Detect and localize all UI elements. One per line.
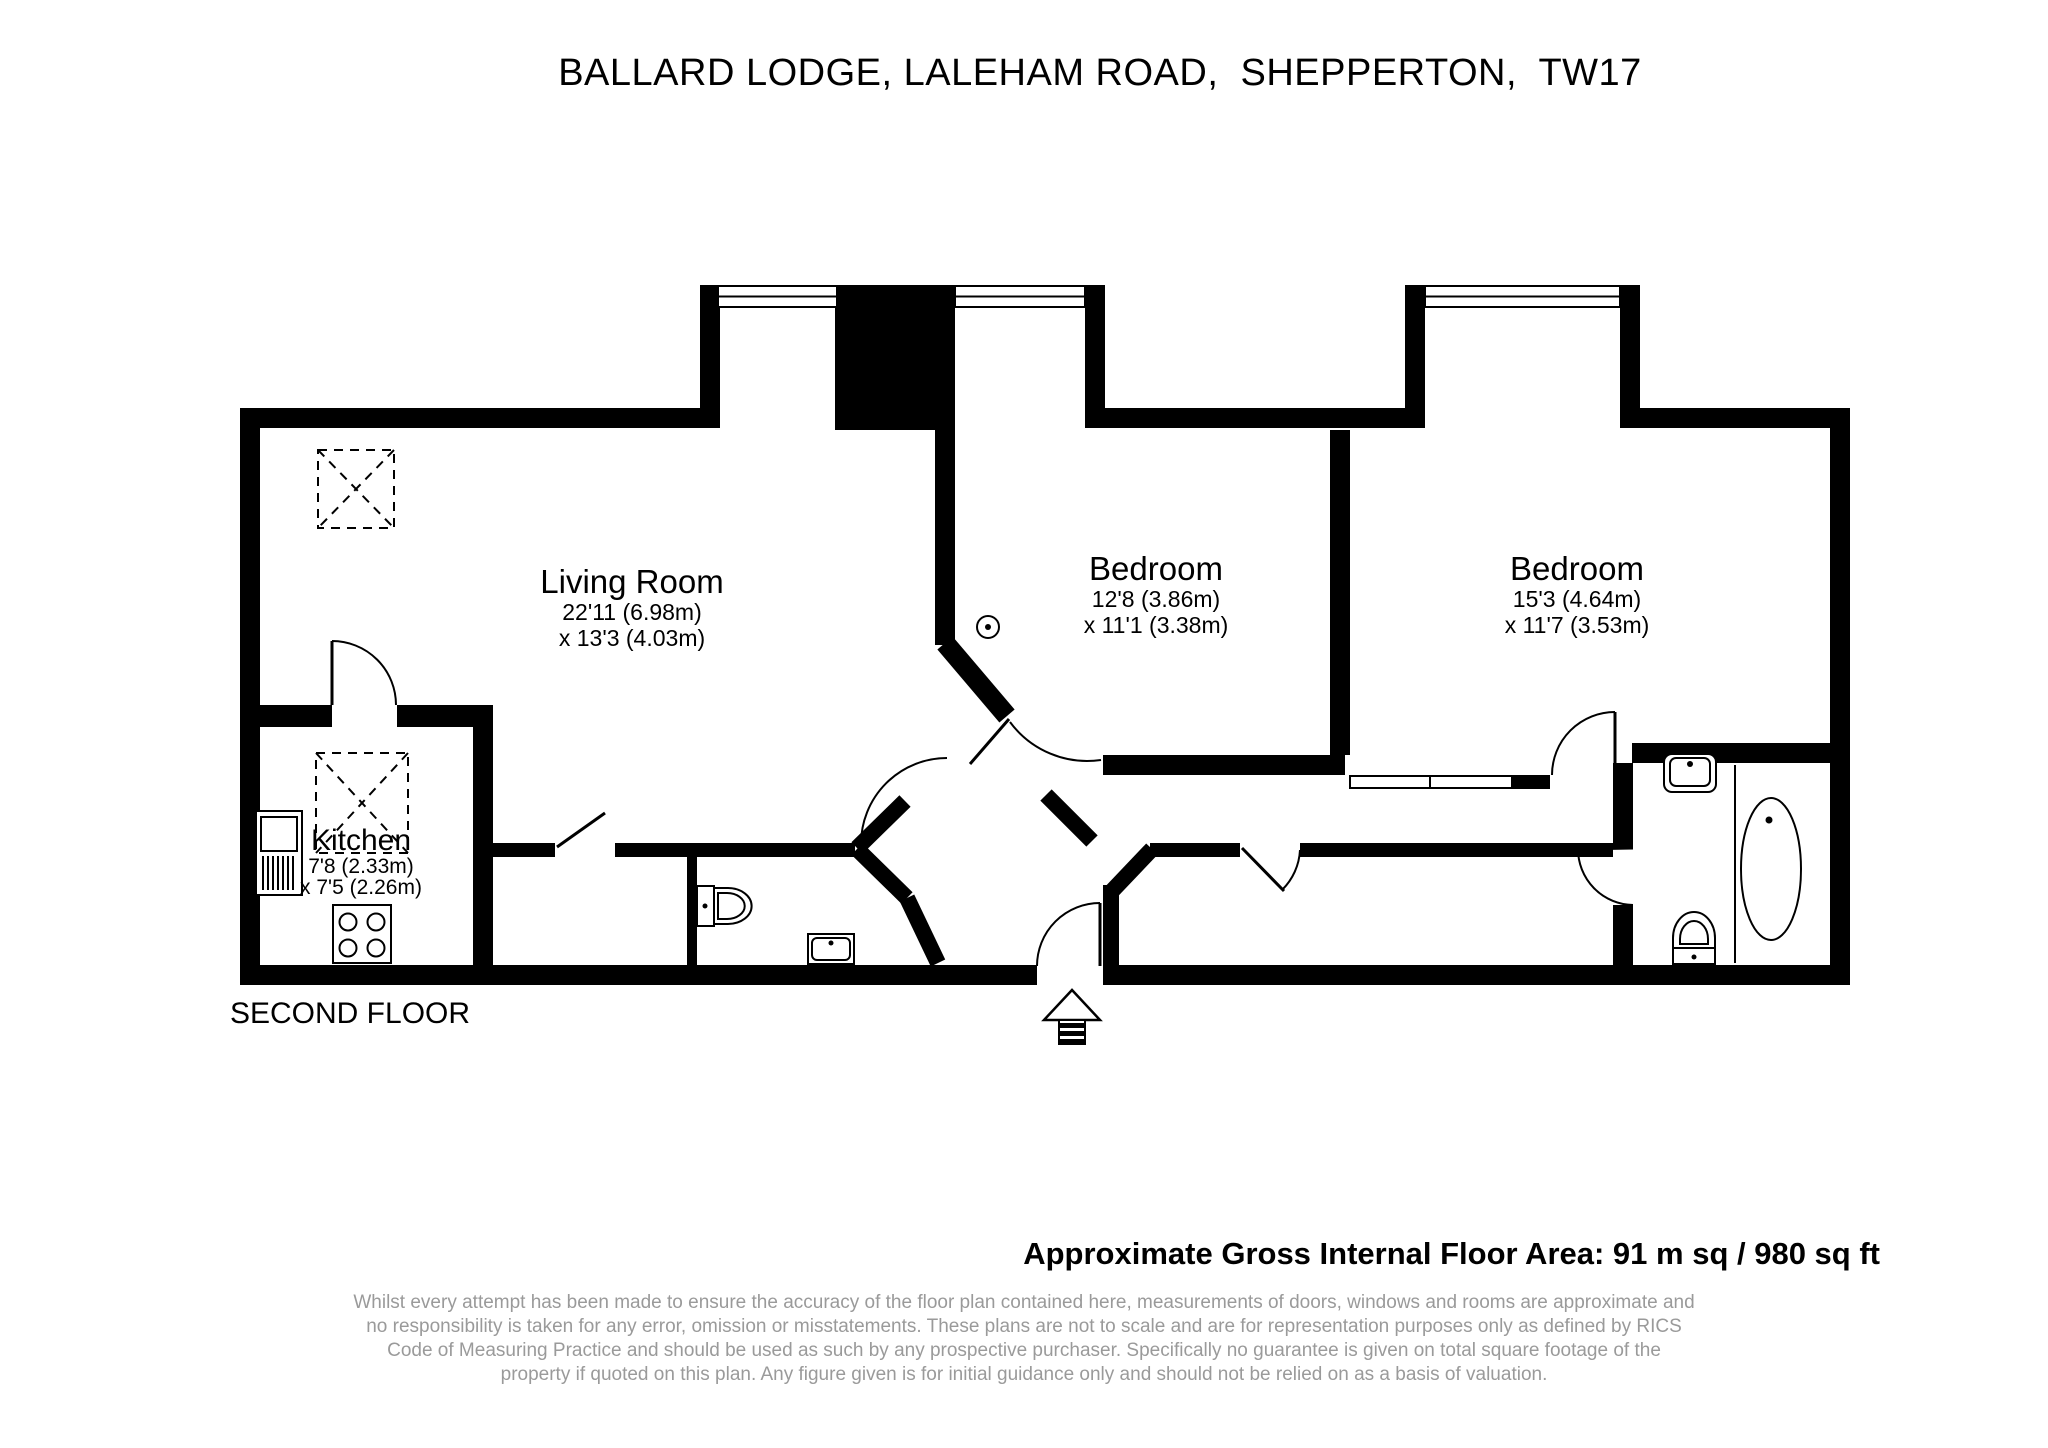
window-icon bbox=[1425, 286, 1620, 307]
window-icon bbox=[718, 286, 837, 307]
property-title: BALLARD LODGE, LALEHAM ROAD, SHEPPERTON, TW17 bbox=[558, 52, 1642, 94]
ceiling-light-icon bbox=[977, 616, 999, 638]
toilet-icon bbox=[697, 886, 752, 926]
disclaimer-line-1: Whilst every attempt has been made to ensure the accuracy of the floor plan contained here, measurements of doors, windows and rooms are approximate and bbox=[353, 1292, 1695, 1313]
disclaimer-text bbox=[0, 1291, 2048, 1387]
disclaimer-line-2: no responsibility is taken for any error, omission or misstatements. These plans are not to scale and are for representation purposes only as defined by RICS bbox=[366, 1316, 1682, 1337]
kitchen-hob-icon bbox=[333, 905, 391, 963]
gross-area-note: Approximate Gross Internal Floor Area: 91 m sq / 980 sq ft bbox=[1023, 1236, 1880, 1271]
room-label-kitchen: Kitchen bbox=[310, 824, 412, 857]
entry-arrow-icon bbox=[1044, 990, 1100, 1044]
skylight-outline bbox=[318, 450, 394, 528]
disclaimer-line-4: property if quoted on this plan. Any figure given is for initial guidance only and should not be relied on as a basis of valuation. bbox=[500, 1364, 1548, 1385]
wc-fixtures bbox=[697, 886, 854, 964]
room-label-living-room: Living Room bbox=[540, 563, 724, 600]
disclaimer-line-3: Code of Measuring Practice and should be used as such by any prospective purchaser. Specifically no guarantee is given on total square footage of the bbox=[387, 1340, 1661, 1361]
door-lobby bbox=[557, 813, 605, 847]
room-dim-living-room-2: x 13'3 (4.03m) bbox=[558, 625, 706, 651]
basin-icon bbox=[808, 934, 854, 964]
door-storage bbox=[1242, 848, 1300, 891]
chimney-block bbox=[835, 285, 955, 430]
bathroom-basin-icon bbox=[1664, 754, 1716, 792]
room-label-bedroom2: Bedroom bbox=[1510, 550, 1644, 587]
wardrobe-front-icon bbox=[1350, 776, 1512, 788]
door-kitchen bbox=[332, 641, 396, 705]
room-dim-bedroom2-1: 15'3 (4.64m) bbox=[1512, 586, 1642, 612]
window-icon bbox=[955, 286, 1085, 307]
door-front-entrance bbox=[1037, 903, 1100, 966]
room-dim-kitchen-2: x 7'5 (2.26m) bbox=[300, 876, 422, 899]
door-bedroom2 bbox=[1552, 712, 1615, 775]
floor-label: SECOND FLOOR bbox=[230, 997, 471, 1030]
room-label-bedroom1: Bedroom bbox=[1089, 550, 1223, 587]
room-dim-bedroom2-2: x 11'7 (3.53m) bbox=[1504, 612, 1650, 638]
bathtub-icon bbox=[1741, 798, 1801, 940]
door-bedroom1 bbox=[970, 719, 1101, 764]
kitchen-sink-icon bbox=[256, 811, 302, 895]
room-dim-living-room-1: 22'11 (6.98m) bbox=[562, 599, 702, 625]
room-dim-kitchen-1: 7'8 (2.33m) bbox=[308, 855, 414, 878]
bathroom-fixtures bbox=[1664, 754, 1801, 964]
room-dim-bedroom1-2: x 11'1 (3.38m) bbox=[1083, 612, 1229, 638]
bathroom-toilet-icon bbox=[1673, 912, 1715, 964]
room-dim-bedroom1-1: 12'8 (3.86m) bbox=[1091, 586, 1221, 612]
